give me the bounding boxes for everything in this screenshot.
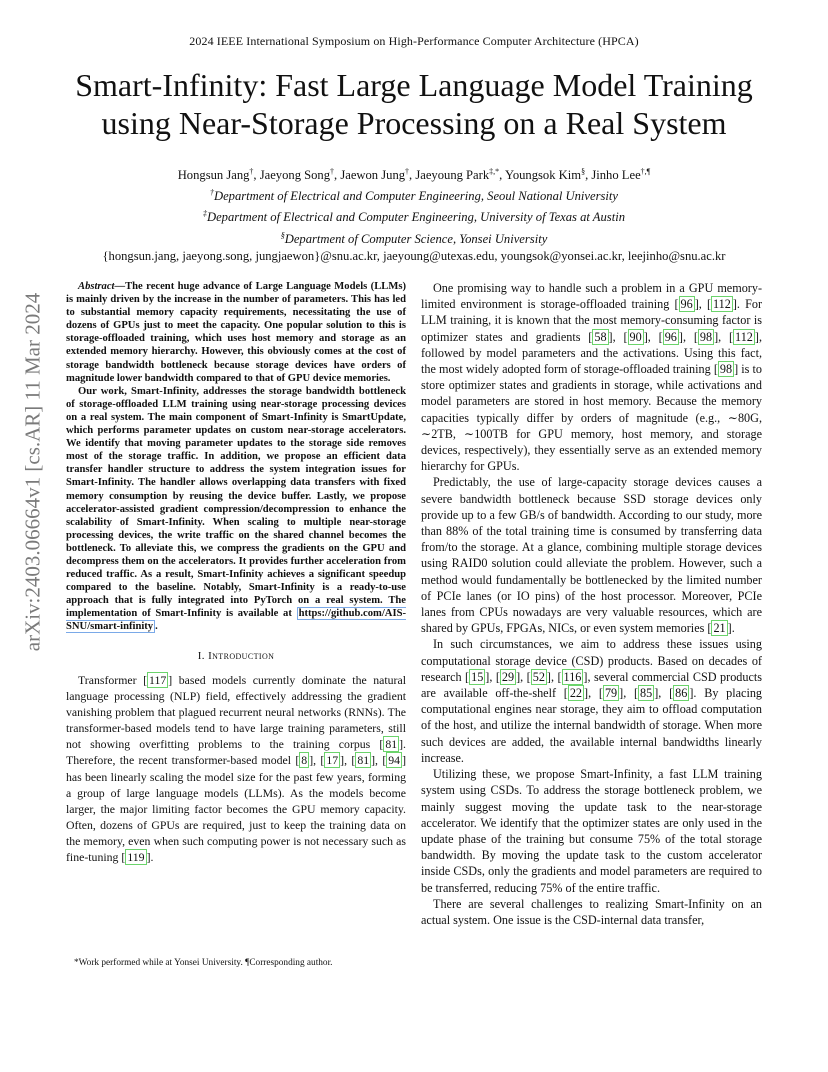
title-line-1: Smart-Infinity: Fast Large Language Model Training: [75, 67, 753, 103]
abstract-paragraph-1: [66, 280, 406, 385]
section-title: Introduction: [208, 649, 275, 662]
citation-link[interactable]: 112: [735, 329, 753, 344]
paper-title: [40, 66, 788, 142]
citation-link[interactable]: 15: [471, 669, 484, 684]
citation-link[interactable]: 90: [629, 329, 642, 344]
affiliation-mark: ‡: [203, 209, 207, 219]
author-name: Jaewon Jung: [340, 168, 406, 183]
github-link[interactable]: https://github.com/AIS-SNU/smart-infinity: [66, 608, 406, 633]
citation-link[interactable]: 22: [569, 686, 583, 701]
right-column: [421, 280, 762, 928]
affiliation-list: [60, 184, 768, 248]
section-heading: [66, 648, 406, 664]
right-paragraph-1: One promising way to handle such a problem in a GPU memory-limited environment is storage-offloaded training [ 96 ], [ 112 ]. For LLM training, it is known that the most memory-consuming factor is optimizer states and gradients [ 58 ], [ 90 ], [ 96 ], [ 98 ], [ 112 ], followed by model parameters and the activations. Using this fact, the most widely adopted form of storage-offloaded training [ 98 ] is to store optimizer states and gradients in storage, while activations and model parameters are stored in host memory. Because the memory capacities typically differ by orders of magnitude (e.g., ∼80G, ∼2TB, ∼100TB for GPU memory, host memory, and storage devices, respectively), they essentially serve as an extended memory hierarchy for GPUs.: [421, 281, 763, 474]
author-name: Hongsun Jang: [177, 168, 250, 183]
title-line-2: using Near-Storage Processing on a Real System: [101, 105, 727, 141]
citation-link[interactable]: 117: [149, 672, 167, 687]
abstract-label: Abstract: [78, 281, 115, 292]
citation-link[interactable]: 116: [563, 669, 582, 684]
author-mark: †: [249, 167, 254, 176]
author-mark: †,¶: [640, 167, 651, 176]
author-emails: {hongsun.jang, jaeyong.song, jungjaewon}@snu.ac.kr, jaeyoung@utexas.edu, youngsok@yonsei.ac.kr, leejinho@snu.ac.kr: [102, 248, 726, 263]
right-paragraph-4: Utilizing these, we propose Smart-Infinity, a fast LLM training system using CSDs. To address the storage bottleneck problem, we mainly suggest moving the update task to the near-storage accelerator. We identify that the optimizer states are only used in the update phase of the training but consume 75% of the total storage bandwidth. By moving the update task to the custom accelerator inside CSDs, only the gradients and model parameters are required to be transferred, reducing 75% of the entire traffic.: [421, 767, 762, 895]
citation-link[interactable]: 52: [532, 669, 545, 684]
author-name: Jaeyong Song: [259, 168, 331, 183]
citation-link[interactable]: 8: [301, 753, 308, 768]
author-block: [60, 163, 768, 265]
arxiv-sidebar: [14, 282, 52, 662]
abstract-paragraph-2: Our work, Smart-Infinity, addresses the storage bandwidth bottleneck of storage-offloaded LLM training using near-storage processing devices on a real system. The main component of Smart-Infinity is SmartUpdate, which performs parameter updates on custom near-storage accelerators. We identify that moving parameter updates to the storage side removes most of the storage traffic. In addition, we propose an efficient data transfer handler structure to address the system integration issues for Smart-Infinity. The handler allows overlapping data transfers with fixed memory consumption by reusing the device buffer. Lastly, we propose accelerator-assisted gradient compression/decompression to enhance the scalability of Smart-Infinity. When scaling to multiple near-storage processing devices, the write traffic on the shared channel becomes the bottleneck. To alleviate this, we compress the gradients on the GPU and decompress them on the accelerators. It provides further acceleration from reduced traffic. As a result, Smart-Infinity achieves a significant speedup compared to the baseline. Notably, Smart-Infinity is a ready-to-use approach that is fully integrated into PyTorch on a real system. The implementation of Smart-Infinity is available at https://github.com/AIS-SNU/smart-infinity .: [66, 385, 406, 633]
citation-link[interactable]: 21: [713, 621, 726, 636]
author-mark: †: [405, 167, 410, 176]
abstract-text-2: Our work, Smart-Infinity, addresses the storage bandwidth bottleneck of storage-offloaded LLM training using near-storage processing devices on a real system. The main component of Smart-Infinity is SmartUpdate, which performs parameter updates on custom near-storage accelerators. We identify that moving parameter updates to the storage side removes most of the storage traffic. In addition, we propose an efficient data transfer handler structure to address the system integration issues for Smart-Infinity. The handler allows overlapping data transfers with fixed memory consumption by reusing the device buffer. Lastly, we propose accelerator-assisted gradient compression/decompression to enhance the scalability of Smart-Infinity. When scaling to multiple near-storage processing devices, the write traffic on the shared channel becomes the bottleneck. To alleviate this, we compress the gradients on the GPU and decompress them on the accelerators. It provides further acceleration from reduced traffic. As a result, Smart-Infinity achieves a significant speedup compared to the baseline. Notably, Smart-Infinity is a ready-to-use approach that is fully integrated into PyTorch on a real system. The implementation of Smart-Infinity is available at: [66, 385, 406, 620]
citation-link[interactable]: 79: [604, 686, 618, 701]
citation-link[interactable]: 96: [680, 297, 693, 312]
right-paragraph-3: In such circumstances, we aim to address these issues using computational storage device (CSD) products. Based on decades of research [ 15 ], [ 29 ], [ 52 ], [ 116 ], several commercial CSD products are available off-the-shelf [ 22 ], [ 79 ], [ 85 ], [ 86 ]. By placing computational engines near storage, they aim to offload computation of the host, and utilize the internal bandwidth of storage. When more such devices are added, the available internal bandwidths linearly increase.: [421, 637, 763, 765]
author-name: Jinho Lee: [591, 168, 641, 183]
citation-link[interactable]: 86: [675, 686, 688, 701]
citation-link[interactable]: 112: [713, 297, 731, 312]
right-paragraph-2: Predictably, the use of large-capacity storage devices causes a severe bandwidth bottleneck because SSD storage devices only provide up to a few GB/s of bandwidth. According to our study, more than 88% of the total training time is consumed by transferring data from/to the storage. At a glance, combining multiple storage devices using RAID0 solution could alleviate the problem. However, such a method would fundamentally be bottlenecked by the limited number of PCIe lanes (or IO pins) of the host processor. Moreover, PCIe lanes from CPUs nowadays are very valuable resources, which are shared by GPUs, FPGAs, NICs, or even system memories [ 21 ].: [421, 475, 762, 636]
citation-link[interactable]: 94: [388, 753, 401, 768]
citation-link[interactable]: 81: [357, 753, 370, 768]
conference-header: 2024 IEEE International Symposium on High-Performance Computer Architecture (HPCA): [189, 34, 639, 48]
affiliation: §Department of Computer Science, Yonsei University: [280, 230, 548, 246]
citation-link[interactable]: 98: [719, 362, 733, 377]
author-name: Youngsok Kim: [505, 168, 582, 183]
citation-link[interactable]: 98: [699, 329, 713, 344]
citation-link[interactable]: 58: [594, 329, 607, 344]
abstract-text-1: —The recent huge advance of Large Language Models (LLMs) is mainly driven by the increase in the number of parameters. This has led to substantial memory capacity requirements, necessitating the use of dozens of GPUs just to meet the capacity. One popular solution to this is storage-offloaded training, which uses host memory and storage as an extended memory hierarchy. However, this obviously comes at the cost of storage bandwidth bottleneck because storage devices have orders of magnitude lower bandwidth compared to that of GPU device memories.: [66, 281, 406, 384]
citation-link[interactable]: 119: [127, 850, 145, 865]
citation-link[interactable]: 85: [640, 686, 653, 701]
author-mark: §: [581, 167, 586, 176]
affiliation-mark: †: [210, 188, 214, 198]
affiliation: †Department of Electrical and Computer Engineering, Seoul National University: [210, 188, 618, 204]
author-list: Hongsun Jang†, Jaeyong Song†, Jaewon Jung†, Jaeyoung Park‡,*, Youngsok Kim§, Jinho Lee†,¶: [177, 167, 651, 183]
intro-paragraph-1: Transformer [ 117 ] based models currently dominate the natural language processing (NLP) field, effectively addressing the gradient vanishing problem that plagued recurrent neural networks (RNNs). The transformer-based models tend to have large training parameters, still not showing overfitting problems to the training corpus [ 81 ]. Therefore, the recent transformer-based model [ 8 ], [ 17 ], [ 81 ], [ 94 ] has been linearly scaling the model size for the past few years, forming a group of large language models (LLMs). As the models become larger, the major limiting factor becomes the GPU memory capacity. Often, dozens of GPUs are required, just to keep the training data on the memory, even when such computing power is not necessary such as fine-tuning [ 119 ].: [66, 672, 406, 865]
citation-link[interactable]: 96: [664, 329, 677, 344]
author-mark: ‡,*: [489, 167, 500, 176]
citation-link[interactable]: 29: [501, 669, 515, 684]
affiliation-mark: §: [280, 230, 285, 240]
left-column: [66, 280, 406, 866]
citation-link[interactable]: 81: [385, 737, 398, 752]
footnote: *Work performed while at Yonsei University. ¶Corresponding author.: [74, 958, 333, 968]
section-number: I.: [197, 649, 205, 662]
affiliation: ‡Department of Electrical and Computer Engineering, University of Texas at Austin: [203, 209, 625, 225]
arxiv-id: arXiv:2403.06664v1 [cs.AR] 11 Mar 2024: [20, 292, 45, 652]
right-paragraph-5: There are several challenges to realizing Smart-Infinity on an actual system. One issue is the CSD-internal data transfer,: [421, 896, 762, 927]
author-mark: †: [330, 167, 335, 176]
author-name: Jaeyoung Park: [415, 168, 490, 183]
citation-link[interactable]: 17: [326, 753, 339, 768]
